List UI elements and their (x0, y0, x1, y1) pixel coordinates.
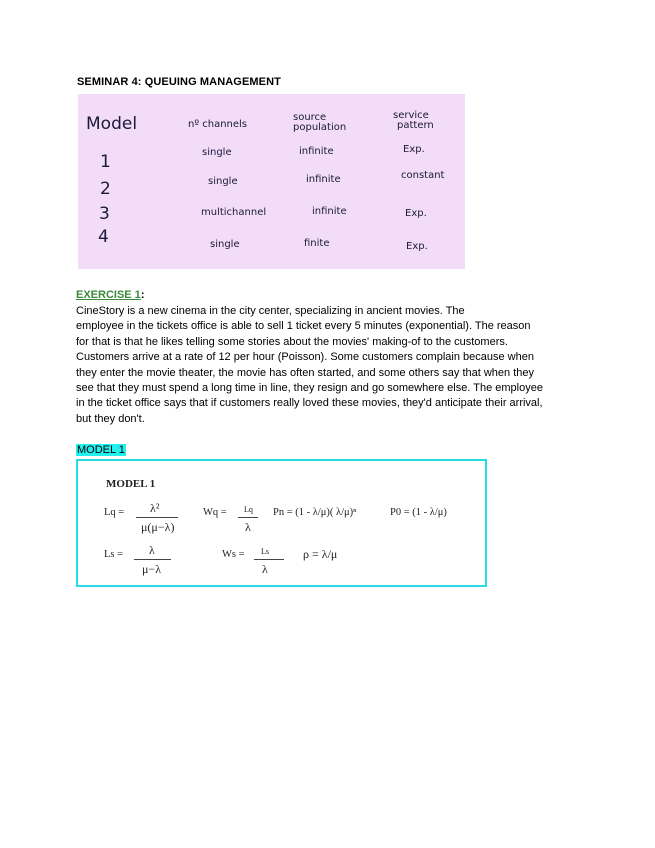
wq-label: Wq = (203, 507, 227, 518)
row-2-source: infinite (306, 174, 341, 185)
row-4-channels: single (210, 239, 240, 250)
row-3-channels: multichannel (201, 207, 267, 218)
rho-formula: ρ = λ/μ (303, 547, 338, 561)
row-1-model: 1 (100, 152, 111, 172)
exercise-line: Customers arrive at a rate of 12 per hour (Poisson). Some customers complain because when (76, 351, 534, 364)
row-2-model: 2 (100, 179, 111, 199)
wq-numerator: Lq (244, 505, 253, 514)
header-model: Model (86, 114, 138, 134)
wq-fraction-line (238, 517, 258, 518)
exercise-heading-text: EXERCISE 1 (76, 289, 141, 301)
lq-fraction-line (136, 517, 178, 518)
exercise-body (76, 304, 581, 427)
ls-denominator: μ−λ (142, 562, 162, 576)
ws-fraction-line (254, 559, 284, 560)
lq-label: Lq = (104, 507, 125, 518)
row-3-source: infinite (312, 206, 347, 217)
header-channels: nº channels (188, 119, 248, 130)
row-1-service: Exp. (403, 144, 425, 155)
header-service-2: pattern (397, 120, 434, 131)
row-2-channels: single (208, 176, 238, 187)
ws-numerator: Ls (261, 547, 269, 556)
row-1-source: infinite (299, 146, 334, 157)
exercise-line: for that is that he likes telling some stories about the movies' making-of to the customers. (76, 335, 508, 348)
ws-label: Ws = (222, 549, 245, 560)
ls-fraction-line (134, 559, 171, 560)
ls-label: Ls = (104, 549, 124, 560)
model-1-label: MODEL 1 (77, 444, 125, 456)
exercise-line: but they don't. (76, 412, 145, 425)
row-1-channels: single (202, 147, 232, 158)
header-source-2: population (293, 122, 347, 133)
page-title: SEMINAR 4: QUEUING MANAGEMENT (77, 76, 281, 88)
row-4-service: Exp. (406, 241, 428, 252)
row-3-service: Exp. (405, 208, 427, 219)
exercise-line: in the ticket office says that if customers really loved these movies, they'd anticipate their arrival, (76, 397, 543, 410)
pn-formula: Pn = (1 - λ/μ)( λ/μ)ⁿ (273, 507, 357, 518)
row-3-model: 3 (99, 204, 110, 224)
exercise-line: see that they must spend a long time in line, they resign and go somewhere else. The employee (76, 382, 543, 395)
exercise-line: employee in the tickets office is able to sell 1 ticket every 5 minutes (exponential). The reason (76, 320, 531, 333)
formula-box-title: MODEL 1 (106, 478, 156, 490)
ls-numerator: λ (149, 543, 155, 557)
row-4-source: finite (304, 238, 330, 249)
ws-denominator: λ (262, 562, 268, 576)
p0-formula: P0 = (1 - λ/μ) (390, 507, 447, 518)
header-service-1: service (393, 110, 429, 121)
exercise-heading (76, 289, 144, 301)
model-1-formula-box (76, 459, 487, 587)
wq-denominator: λ (245, 520, 251, 534)
lq-numerator: λ² (150, 501, 160, 515)
exercise-line: CineStory is a new cinema in the city center, specializing in ancient movies. The (76, 305, 465, 317)
models-table-image (78, 94, 465, 269)
header-source-1: source (293, 112, 327, 123)
exercise-heading-colon: : (140, 289, 145, 301)
row-2-service: constant (401, 170, 445, 181)
exercise-line: they enter the movie theater, the movie has often started, and some others say that when they (76, 366, 534, 379)
row-4-model: 4 (98, 227, 109, 247)
lq-denominator: μ(μ−λ) (141, 520, 175, 534)
